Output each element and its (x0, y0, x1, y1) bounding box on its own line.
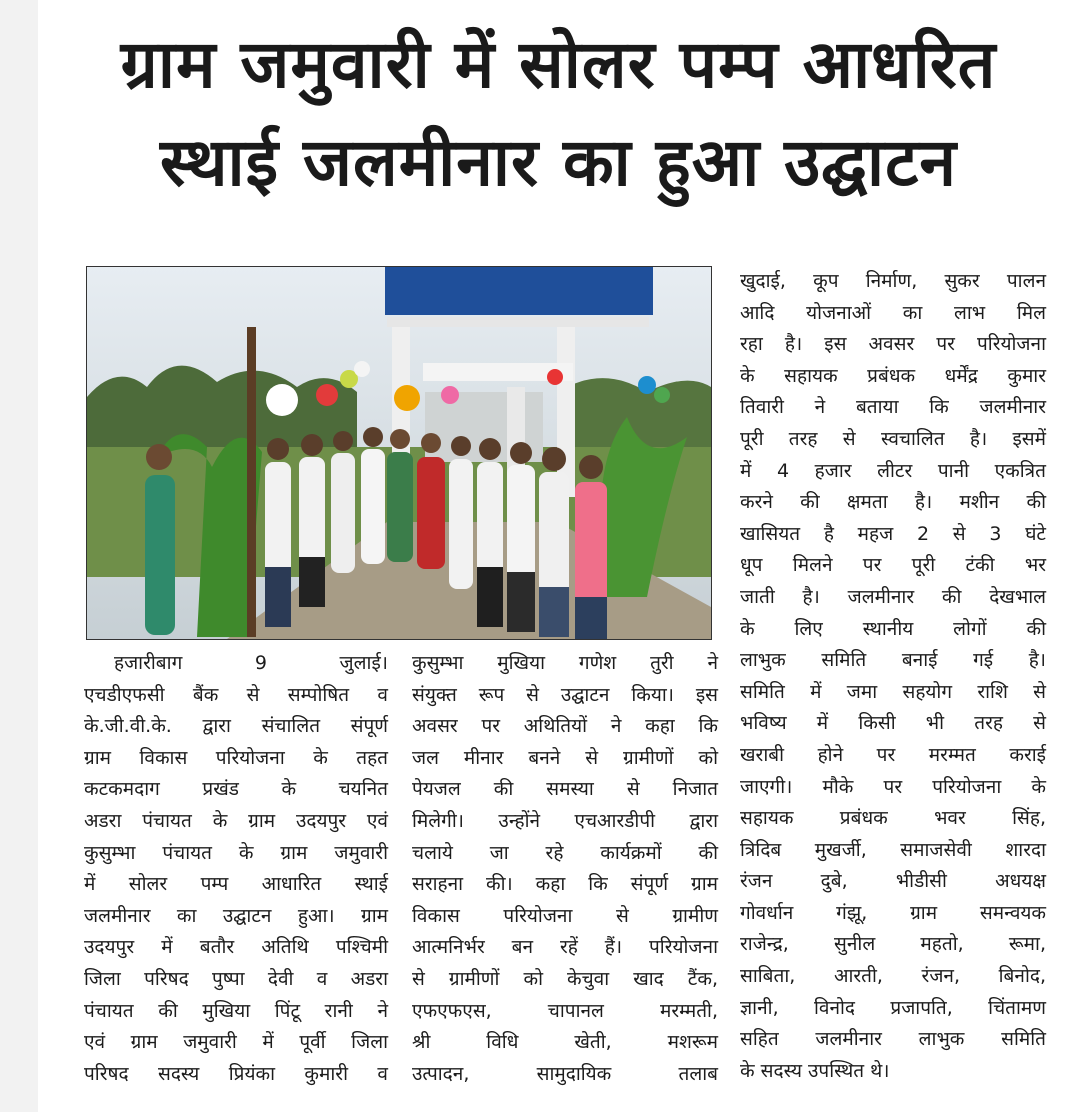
text-line: कुसुम्भा मुखिया गणेश तुरी ने (412, 652, 718, 674)
text-line: जाती है। जलमीनार की देखभाल (740, 585, 1046, 608)
text-line: जल मीनार बनने से ग्रामीणों को (412, 746, 718, 769)
text-line: एचडीएफसी बैंक से सम्पोषित व (84, 683, 388, 706)
text-line: परिषद सदस्य प्रियंका कुमारी व (84, 1062, 388, 1085)
text-line: गोवर्धान गंझू, ग्राम समन्वयक (740, 901, 1046, 924)
text-line: एवं ग्राम जमुवारी में पूर्वी जिला (84, 1031, 388, 1054)
text-line: में 4 हजार लीटर पानी एकत्रित (740, 459, 1046, 482)
text-line: सहित जलमीनार लाभुक समिति (740, 1028, 1046, 1051)
text-line: भविष्य में किसी भी तरह से (740, 712, 1046, 735)
text-line: आत्मनिर्भर बन रहें हैं। परियोजना (412, 936, 718, 959)
text-line: खुदाई, कूप निर्माण, सुकर पालन (740, 270, 1046, 292)
text-line: त्रिदिब मुखर्जी, समाजसेवी शारदा (740, 838, 1046, 861)
text-line: खासियत है महज 2 से 3 घंटे (740, 522, 1046, 545)
text-line: अडरा पंचायत के ग्राम उदयपुर एवं (84, 809, 388, 832)
headline-line-2: स्थाई जलमीनार का हुआ उद्घाटन (159, 124, 958, 201)
text-line: पूरी तरह से स्वचालित है। इसमें (740, 427, 1046, 450)
text-line: हजारीबाग 9 जुलाई। (114, 652, 388, 674)
text-line: पंचायत की मुखिया पिंटू रानी ने (84, 999, 388, 1022)
article-column-2 (412, 648, 718, 1090)
text-line: पेयजल की समस्या से निजात (412, 778, 718, 801)
text-line: में सोलर पम्प आधारित स्थाई (84, 873, 388, 896)
text-line: आदि योजनाओं का लाभ मिल (740, 301, 1046, 324)
text-line: जाएगी। मौके पर परियोजना के (740, 775, 1046, 798)
article-column-1 (84, 648, 388, 1090)
text-line: जिला परिषद पुष्पा देवी व अडरा (84, 967, 388, 990)
text-line: के.जी.वी.के. द्वारा संचालित संपूर्ण (84, 715, 388, 738)
text-line: मिलेगी। उन्होंने एचआरडीपी द्वारा (412, 809, 718, 832)
text-line: उदयपुर में बतौर अतिथि पश्चिमी (84, 936, 388, 959)
headline-line-1: ग्राम जमुवारी में सोलर पम्प आधरित (120, 26, 997, 103)
text-line: के लिए स्थानीय लोगों की (740, 617, 1046, 640)
text-line: साबिता, आरती, रंजन, बिनोद, (740, 965, 1046, 988)
text-line: करने की क्षमता है। मशीन की (740, 491, 1046, 514)
text-line: समिति में जमा सहयोग राशि से (740, 680, 1046, 703)
text-line: संयुक्त रूप से उद्घाटन किया। इस (412, 683, 718, 706)
text-line: विकास परियोजना से ग्रामीण (412, 904, 718, 927)
text-line: से ग्रामीणों को केचुवा खाद टैंक, (412, 967, 718, 990)
text-line: जलमीनार का उद्घाटन हुआ। ग्राम (84, 904, 388, 927)
text-line: रंजन दुबे, भीडीसी अधयक्ष (740, 870, 1046, 893)
text-line: उत्पादन, सामुदायिक तलाब (412, 1062, 718, 1085)
text-line: ग्राम विकास परियोजना के तहत (84, 746, 388, 769)
text-line: सहायक प्रबंधक भवर सिंह, (740, 807, 1046, 830)
text-line: कुसुम्भा पंचायत के ग्राम जमुवारी (84, 841, 388, 864)
article-column-3 (740, 266, 1046, 1087)
text-line: राजेन्द्र, सुनील महतो, रूमा, (740, 933, 1046, 956)
text-line: खराबी होने पर मरम्मत कराई (740, 743, 1046, 766)
headline (38, 16, 1079, 212)
text-line: रहा है। इस अवसर पर परियोजना (740, 333, 1046, 356)
text-line: एफएफएस, चापानल मरम्मती, (412, 999, 718, 1022)
text-line: तिवारी ने बताया कि जलमीनार (740, 396, 1046, 419)
text-line: के सहायक प्रबंधक धर्मेंद्र कुमार (740, 364, 1046, 387)
inauguration-photo-illustration (87, 267, 711, 639)
text-line: सराहना की। कहा कि संपूर्ण ग्राम (412, 873, 718, 896)
text-line: ज्ञानी, विनोद प्रजापति, चिंतामण (740, 996, 1046, 1019)
text-line: अवसर पर अथितियों ने कहा कि (412, 715, 718, 738)
news-photo (86, 266, 712, 640)
newspaper-clipping (38, 0, 1079, 1112)
text-line: श्री विधि खेती, मशरूम (412, 1031, 718, 1054)
text-line: लाभुक समिति बनाई गई है। (740, 649, 1046, 672)
text-line: धूप मिलने पर पूरी टंकी भर (740, 554, 1046, 577)
text-line: चलाये जा रहे कार्यक्रमों की (412, 841, 718, 864)
text-line: के सदस्य उपस्थित थे। (740, 1059, 890, 1082)
text-line: कटकमदाग प्रखंड के चयनित (84, 778, 388, 801)
